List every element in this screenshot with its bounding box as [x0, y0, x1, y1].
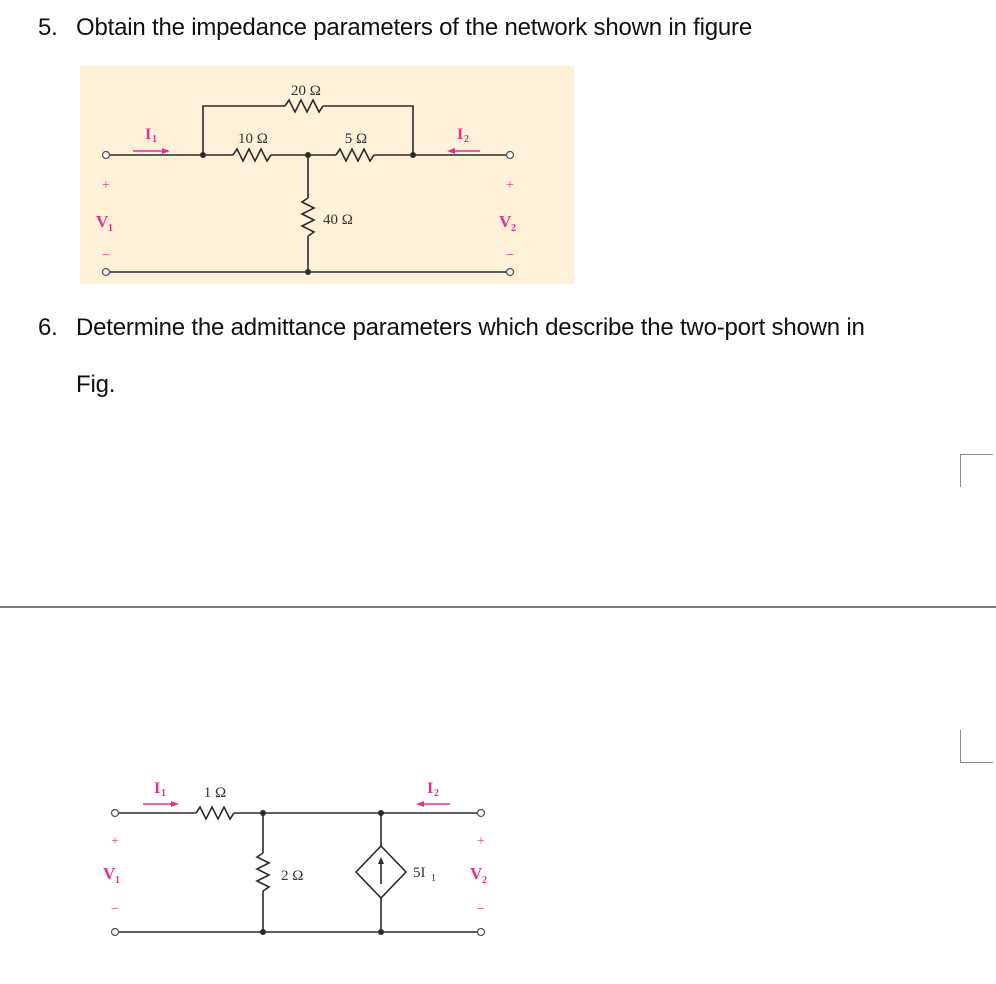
- terminal-1-bottom: [103, 269, 110, 276]
- page-corner-bottom: [960, 730, 993, 763]
- question-number: 5.: [38, 14, 58, 41]
- svg-text:−: −: [102, 248, 110, 263]
- svg-text:+: +: [111, 834, 119, 849]
- svg-text:2: 2: [482, 875, 487, 886]
- resistor-1-ohm: [196, 807, 234, 819]
- svg-text:−: −: [506, 248, 514, 263]
- svg-text:5 Ω: 5 Ω: [344, 131, 368, 147]
- svg-text:I: I: [427, 780, 434, 797]
- arrow-up-icon: [378, 857, 384, 864]
- svg-text:+: +: [477, 834, 485, 849]
- figure-background: [80, 66, 574, 284]
- impedance-network-figure: [80, 64, 580, 286]
- svg-text:10 Ω: 10 Ω: [238, 131, 268, 147]
- svg-text:2: 2: [464, 134, 469, 145]
- svg-text:V: V: [103, 864, 116, 883]
- question-5: [38, 14, 752, 42]
- resistor-2-ohm: [257, 853, 269, 891]
- svg-text:1: 1: [108, 223, 113, 234]
- svg-text:1: 1: [161, 788, 166, 799]
- page-corner-top: [960, 454, 993, 487]
- terminal-1-top: [103, 152, 110, 159]
- svg-text:+: +: [506, 178, 514, 193]
- svg-text:V: V: [96, 212, 109, 231]
- svg-text:1: 1: [115, 875, 120, 886]
- svg-text:I: I: [154, 780, 161, 797]
- svg-text:V: V: [470, 864, 483, 883]
- svg-text:5I: 5I: [413, 865, 426, 881]
- terminal-2-bottom: [507, 269, 514, 276]
- svg-text:2: 2: [511, 223, 516, 234]
- svg-text:20 Ω: 20 Ω: [291, 83, 321, 99]
- svg-text:−: −: [111, 902, 119, 917]
- page-divider: [0, 606, 996, 608]
- svg-text:I: I: [457, 126, 464, 143]
- question-6: [38, 314, 865, 342]
- question-text: Obtain the impedance parameters of the network shown in figure: [76, 14, 752, 41]
- terminal-2-top: [507, 152, 514, 159]
- svg-text:−: −: [477, 902, 485, 917]
- svg-text:2: 2: [434, 788, 439, 799]
- svg-text:40 Ω: 40 Ω: [323, 212, 353, 228]
- admittance-network-figure: [80, 760, 520, 950]
- svg-text:+: +: [102, 178, 110, 193]
- svg-text:2 Ω: 2 Ω: [281, 868, 304, 884]
- svg-text:1: 1: [152, 134, 157, 145]
- question-text: Determine the admittance parameters which describe the two-port shown in: [76, 314, 865, 341]
- svg-text:1 Ω: 1 Ω: [203, 785, 227, 801]
- svg-text:I: I: [145, 126, 152, 143]
- svg-text:1: 1: [431, 873, 436, 884]
- question-number: 6.: [38, 314, 58, 341]
- question-6-line2: Fig.: [76, 371, 116, 398]
- svg-text:V: V: [499, 212, 512, 231]
